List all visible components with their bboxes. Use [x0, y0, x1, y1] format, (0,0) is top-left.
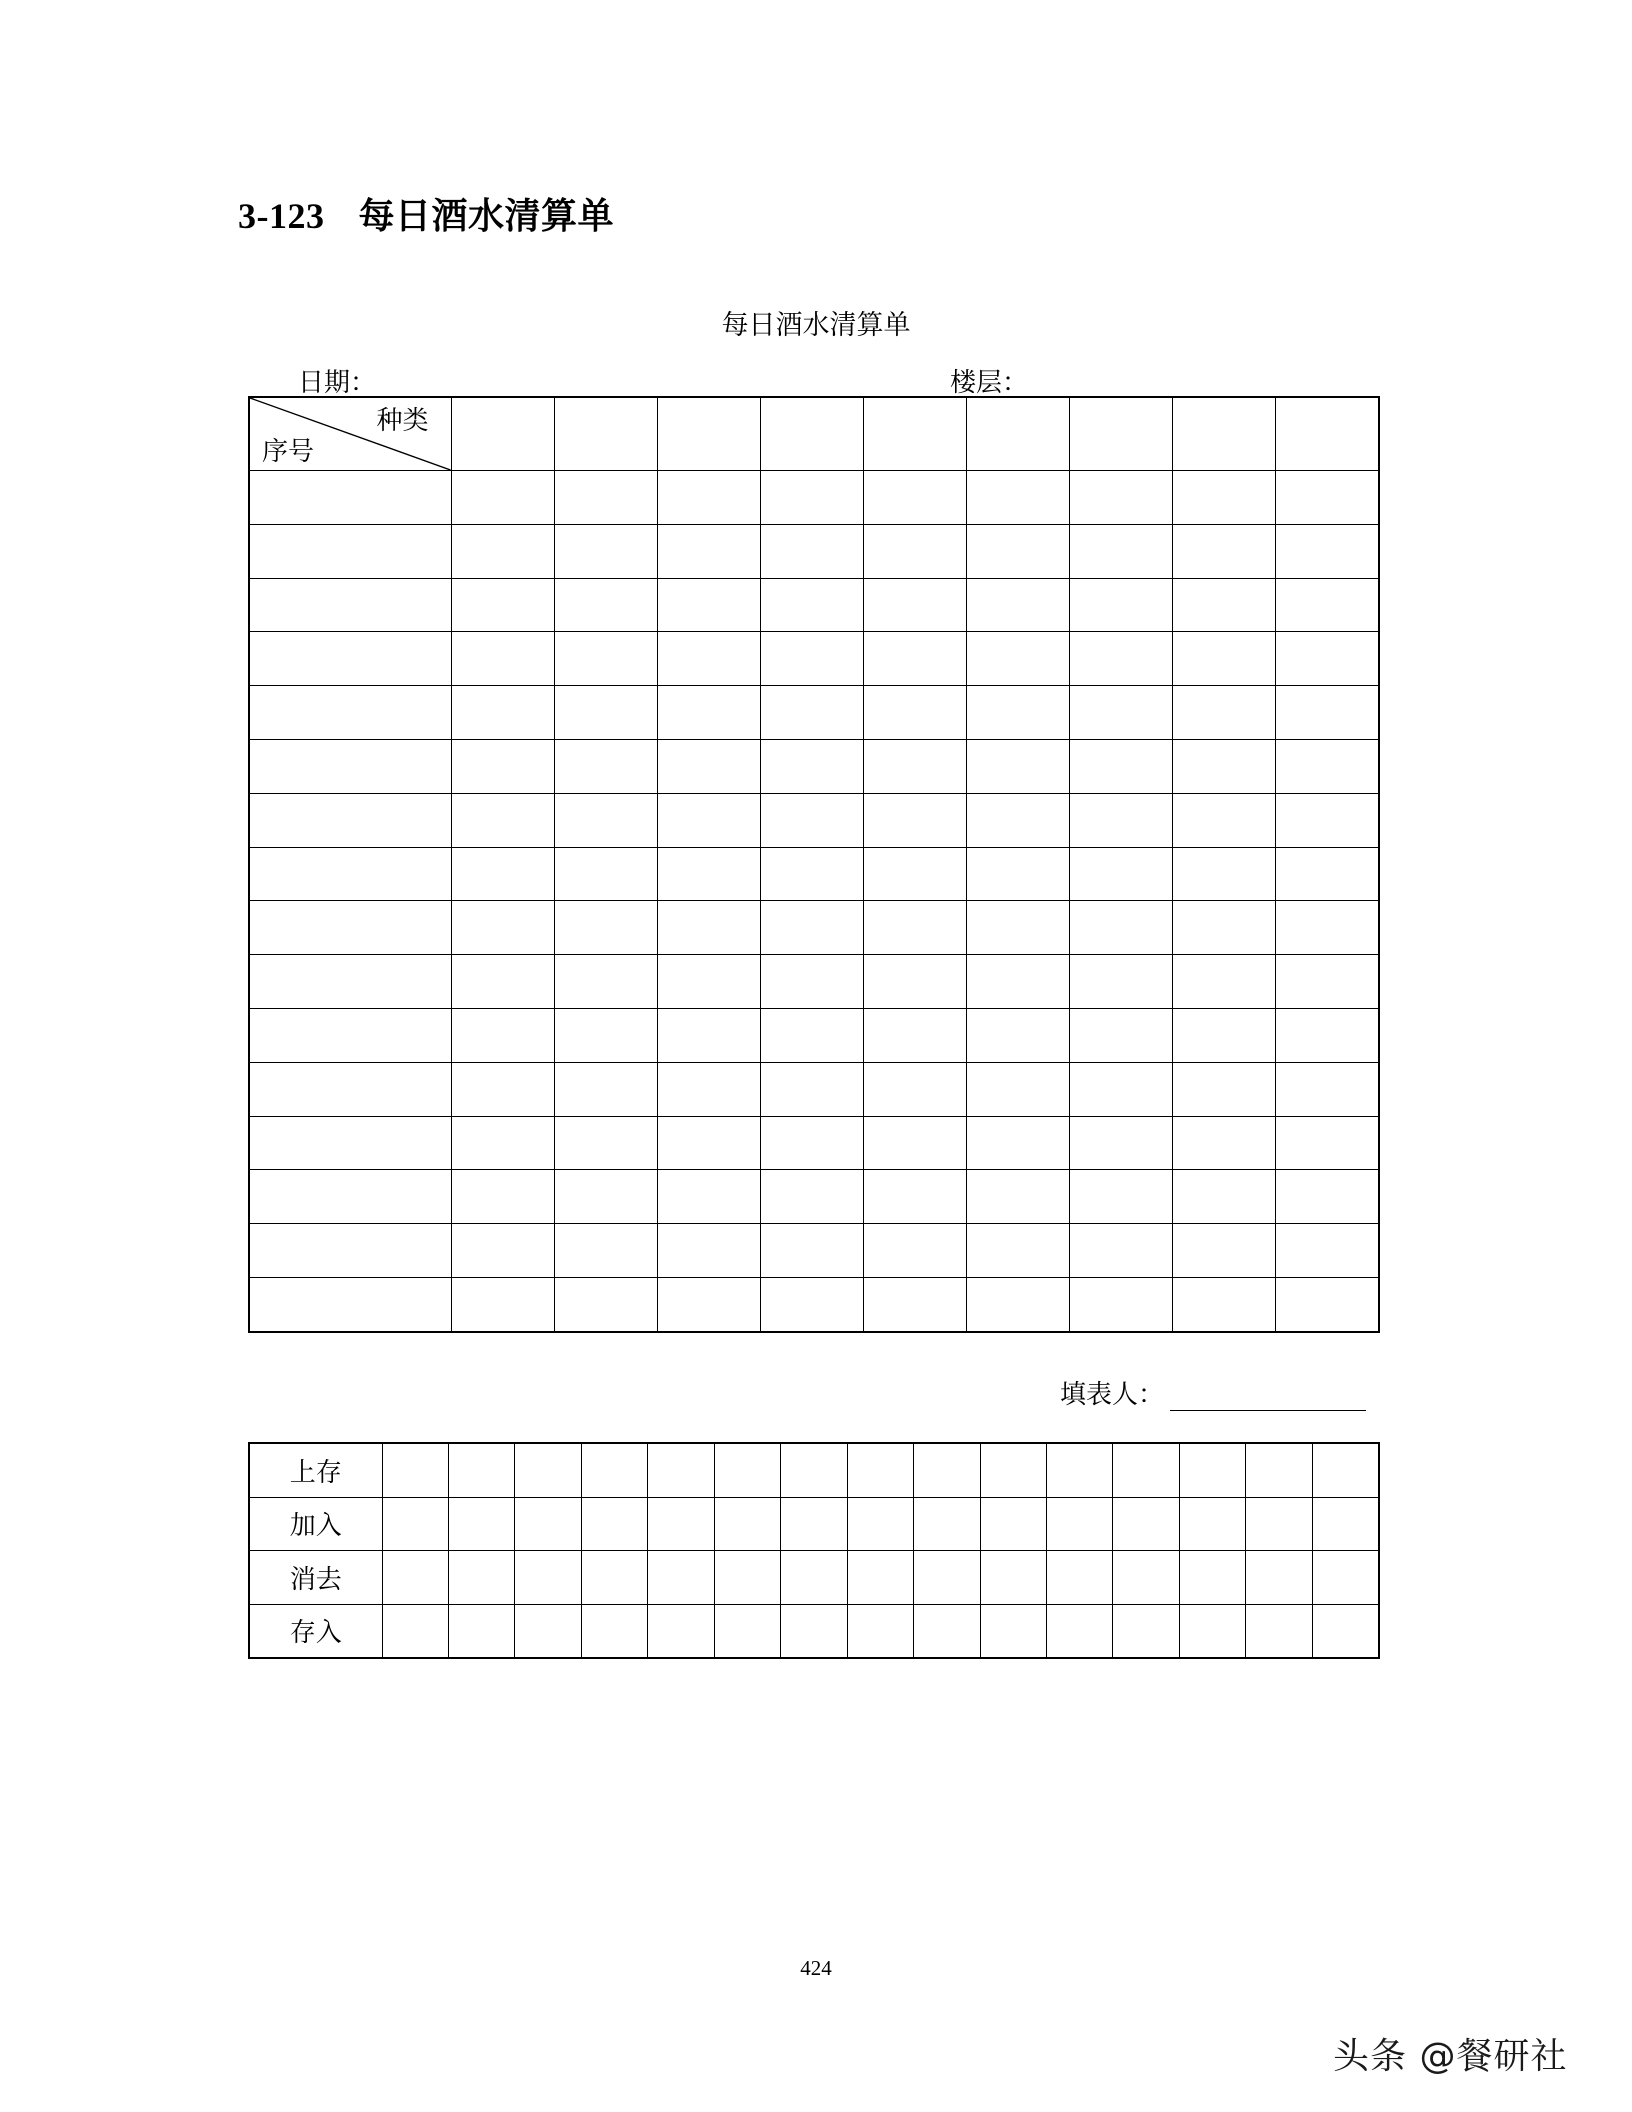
summary-cell[interactable]	[980, 1604, 1046, 1658]
table-row	[249, 901, 1379, 955]
serial-cell[interactable]	[249, 1116, 451, 1170]
summary-cell[interactable]	[1246, 1497, 1312, 1551]
category-header-cell[interactable]	[760, 397, 863, 471]
entry-cell[interactable]	[967, 632, 1070, 686]
entry-cell[interactable]	[1070, 524, 1173, 578]
summary-cell[interactable]	[1179, 1443, 1245, 1497]
summary-cell[interactable]	[847, 1551, 913, 1605]
table-row	[249, 1277, 1379, 1331]
summary-cell[interactable]	[1312, 1551, 1378, 1605]
serial-cell[interactable]	[249, 471, 451, 525]
summary-cell[interactable]	[714, 1551, 780, 1605]
entry-cell[interactable]	[967, 1170, 1070, 1224]
filler-blank-line	[1170, 1384, 1366, 1411]
summary-row	[249, 1497, 1379, 1551]
summary-cell[interactable]	[1246, 1604, 1312, 1658]
entry-cell[interactable]	[1070, 847, 1173, 901]
entry-cell[interactable]	[760, 901, 863, 955]
entry-cell[interactable]	[1070, 955, 1173, 1009]
entry-cell[interactable]	[451, 1116, 554, 1170]
entry-cell[interactable]	[451, 1008, 554, 1062]
entry-cell[interactable]	[1070, 739, 1173, 793]
entry-cell[interactable]	[657, 1008, 760, 1062]
entry-cell[interactable]	[760, 847, 863, 901]
entry-cell[interactable]	[554, 1062, 657, 1116]
summary-cell[interactable]	[1246, 1551, 1312, 1605]
summary-cell[interactable]	[1246, 1443, 1312, 1497]
summary-row-label: 消去	[249, 1551, 382, 1605]
entry-cell[interactable]	[554, 901, 657, 955]
entry-cell[interactable]	[451, 686, 554, 740]
entry-cell[interactable]	[1173, 578, 1276, 632]
summary-cell[interactable]	[581, 1497, 647, 1551]
entry-cell[interactable]	[760, 686, 863, 740]
entry-cell[interactable]	[1276, 739, 1379, 793]
summary-cell[interactable]	[1113, 1497, 1179, 1551]
entry-cell[interactable]	[554, 471, 657, 525]
entry-cell[interactable]	[967, 1062, 1070, 1116]
summary-cell[interactable]	[914, 1443, 980, 1497]
date-label: 日期：	[298, 368, 377, 398]
entry-cell[interactable]	[760, 578, 863, 632]
entry-cell[interactable]	[554, 1277, 657, 1331]
summary-cell[interactable]	[914, 1497, 980, 1551]
entry-cell[interactable]	[554, 578, 657, 632]
entry-cell[interactable]	[760, 1062, 863, 1116]
summary-cell[interactable]	[581, 1443, 647, 1497]
summary-cell[interactable]	[914, 1604, 980, 1658]
serial-cell[interactable]	[249, 1062, 451, 1116]
entry-cell[interactable]	[1070, 1277, 1173, 1331]
entry-cell[interactable]	[657, 847, 760, 901]
summary-row-label: 上存	[249, 1443, 382, 1497]
entry-cell[interactable]	[451, 1062, 554, 1116]
summary-cell[interactable]	[847, 1604, 913, 1658]
serial-cell[interactable]	[249, 901, 451, 955]
entry-cell[interactable]	[1276, 686, 1379, 740]
entry-cell[interactable]	[967, 793, 1070, 847]
summary-cell[interactable]	[1113, 1443, 1179, 1497]
entry-cell[interactable]	[967, 471, 1070, 525]
summary-cell[interactable]	[648, 1443, 714, 1497]
entry-cell[interactable]	[760, 739, 863, 793]
entry-cell[interactable]	[451, 1170, 554, 1224]
entry-cell[interactable]	[657, 632, 760, 686]
entry-cell[interactable]	[863, 1170, 966, 1224]
entry-cell[interactable]	[967, 847, 1070, 901]
summary-cell[interactable]	[515, 1551, 581, 1605]
entry-cell[interactable]	[451, 901, 554, 955]
table-row	[249, 686, 1379, 740]
entry-cell[interactable]	[657, 471, 760, 525]
table-row	[249, 1062, 1379, 1116]
entry-cell[interactable]	[657, 1170, 760, 1224]
summary-cell[interactable]	[847, 1443, 913, 1497]
entry-cell[interactable]	[863, 901, 966, 955]
summary-cell[interactable]	[1047, 1443, 1113, 1497]
category-header-cell[interactable]	[1070, 397, 1173, 471]
entry-cell[interactable]	[1276, 955, 1379, 1009]
entry-cell[interactable]	[863, 578, 966, 632]
summary-cell[interactable]	[1179, 1604, 1245, 1658]
entry-cell[interactable]	[1070, 793, 1173, 847]
summary-cell[interactable]	[781, 1604, 847, 1658]
table-row	[249, 632, 1379, 686]
summary-cell[interactable]	[581, 1604, 647, 1658]
summary-cell[interactable]	[980, 1497, 1046, 1551]
entry-cell[interactable]	[1276, 901, 1379, 955]
entry-cell[interactable]	[554, 1116, 657, 1170]
summary-cell[interactable]	[581, 1551, 647, 1605]
entry-cell[interactable]	[1276, 1224, 1379, 1278]
entry-cell[interactable]	[451, 955, 554, 1009]
serial-cell[interactable]	[249, 1008, 451, 1062]
summary-cell[interactable]	[515, 1497, 581, 1551]
entry-cell[interactable]	[1173, 1116, 1276, 1170]
entry-cell[interactable]	[967, 686, 1070, 740]
summary-cell[interactable]	[382, 1604, 448, 1658]
entry-cell[interactable]	[1276, 1008, 1379, 1062]
entry-cell[interactable]	[1173, 793, 1276, 847]
summary-cell[interactable]	[648, 1551, 714, 1605]
category-header-label: 种类	[376, 406, 429, 436]
summary-cell[interactable]	[648, 1604, 714, 1658]
summary-row-label: 存入	[249, 1604, 382, 1658]
summary-cell[interactable]	[448, 1497, 514, 1551]
entry-cell[interactable]	[554, 955, 657, 1009]
serial-cell[interactable]	[249, 1170, 451, 1224]
entry-cell[interactable]	[451, 847, 554, 901]
table-row	[249, 1224, 1379, 1278]
entry-cell[interactable]	[967, 1224, 1070, 1278]
entry-cell[interactable]	[760, 1224, 863, 1278]
entry-cell[interactable]	[1070, 1116, 1173, 1170]
summary-cell[interactable]	[714, 1443, 780, 1497]
summary-cell[interactable]	[714, 1497, 780, 1551]
entry-cell[interactable]	[967, 955, 1070, 1009]
entry-cell[interactable]	[863, 1008, 966, 1062]
entry-cell[interactable]	[451, 739, 554, 793]
serial-header-label: 序号	[262, 437, 315, 467]
category-header-cell[interactable]	[1173, 397, 1276, 471]
filler-label: 填表人：	[1060, 1380, 1165, 1410]
section-number: 3-123	[238, 196, 325, 236]
table-row	[249, 793, 1379, 847]
table-row	[249, 739, 1379, 793]
summary-cell[interactable]	[781, 1551, 847, 1605]
summary-cell[interactable]	[781, 1497, 847, 1551]
entry-cell[interactable]	[1070, 901, 1173, 955]
entry-cell[interactable]	[967, 1008, 1070, 1062]
entry-cell[interactable]	[863, 793, 966, 847]
entry-cell[interactable]	[1173, 524, 1276, 578]
entry-cell[interactable]	[657, 901, 760, 955]
table-row	[249, 955, 1379, 1009]
entry-cell[interactable]	[554, 686, 657, 740]
entry-cell[interactable]	[863, 1277, 966, 1331]
entry-cell[interactable]	[1070, 686, 1173, 740]
entry-cell[interactable]	[967, 1277, 1070, 1331]
entry-cell[interactable]	[1173, 632, 1276, 686]
summary-cell[interactable]	[1113, 1551, 1179, 1605]
entry-cell[interactable]	[1276, 1116, 1379, 1170]
entry-cell[interactable]	[554, 847, 657, 901]
page-number: 424	[800, 1956, 832, 1980]
stock-summary-table	[248, 1442, 1380, 1659]
entry-cell[interactable]	[1173, 1008, 1276, 1062]
summary-cell[interactable]	[980, 1443, 1046, 1497]
entry-cell[interactable]	[1173, 471, 1276, 525]
summary-row	[249, 1551, 1379, 1605]
summary-cell[interactable]	[1179, 1551, 1245, 1605]
entry-cell[interactable]	[1173, 739, 1276, 793]
summary-cell[interactable]	[1312, 1497, 1378, 1551]
entry-cell[interactable]	[657, 1224, 760, 1278]
entry-cell[interactable]	[760, 471, 863, 525]
summary-row	[249, 1443, 1379, 1497]
summary-cell[interactable]	[714, 1604, 780, 1658]
summary-cell[interactable]	[1312, 1443, 1378, 1497]
summary-cell[interactable]	[847, 1497, 913, 1551]
entry-cell[interactable]	[1173, 955, 1276, 1009]
filler-signature	[1060, 1374, 1366, 1411]
serial-cell[interactable]	[249, 524, 451, 578]
entry-cell[interactable]	[657, 578, 760, 632]
entry-cell[interactable]	[451, 524, 554, 578]
entry-cell[interactable]	[657, 1116, 760, 1170]
entry-cell[interactable]	[863, 1116, 966, 1170]
entry-cell[interactable]	[760, 1008, 863, 1062]
entry-cell[interactable]	[1276, 632, 1379, 686]
entry-cell[interactable]	[1070, 1062, 1173, 1116]
section-heading	[238, 188, 614, 239]
entry-cell[interactable]	[863, 1224, 966, 1278]
serial-cell[interactable]	[249, 632, 451, 686]
entry-cell[interactable]	[451, 1224, 554, 1278]
serial-cell[interactable]	[249, 793, 451, 847]
entry-cell[interactable]	[1173, 1062, 1276, 1116]
table-row	[249, 471, 1379, 525]
serial-cell[interactable]	[249, 955, 451, 1009]
entry-cell[interactable]	[1070, 1008, 1173, 1062]
category-header-cell[interactable]	[1276, 397, 1379, 471]
entry-cell[interactable]	[760, 524, 863, 578]
entry-cell[interactable]	[1070, 471, 1173, 525]
diagonal-header-cell	[249, 397, 451, 471]
summary-cell[interactable]	[448, 1604, 514, 1658]
table-row	[249, 1008, 1379, 1062]
entry-cell[interactable]	[1070, 1224, 1173, 1278]
summary-cell[interactable]	[1179, 1497, 1245, 1551]
entry-cell[interactable]	[451, 1277, 554, 1331]
serial-cell[interactable]	[249, 739, 451, 793]
entry-cell[interactable]	[863, 524, 966, 578]
entry-cell[interactable]	[967, 739, 1070, 793]
entry-cell[interactable]	[451, 578, 554, 632]
table-row	[249, 847, 1379, 901]
header-row	[249, 397, 1379, 471]
entry-cell[interactable]	[863, 1062, 966, 1116]
entry-cell[interactable]	[863, 632, 966, 686]
entry-cell[interactable]	[1276, 1277, 1379, 1331]
summary-cell[interactable]	[448, 1551, 514, 1605]
entry-cell[interactable]	[863, 955, 966, 1009]
entry-cell[interactable]	[554, 524, 657, 578]
serial-cell[interactable]	[249, 1277, 451, 1331]
table-row	[249, 1170, 1379, 1224]
entry-cell[interactable]	[760, 632, 863, 686]
entry-cell[interactable]	[554, 1008, 657, 1062]
table-row	[249, 578, 1379, 632]
serial-cell[interactable]	[249, 1224, 451, 1278]
entry-cell[interactable]	[1070, 632, 1173, 686]
entry-cell[interactable]	[760, 1116, 863, 1170]
entry-cell[interactable]	[657, 686, 760, 740]
entry-cell[interactable]	[1276, 524, 1379, 578]
form-title: 每日酒水清算单	[721, 310, 911, 341]
summary-cell[interactable]	[1047, 1497, 1113, 1551]
entry-cell[interactable]	[967, 901, 1070, 955]
entry-cell[interactable]	[1070, 1170, 1173, 1224]
entry-cell[interactable]	[967, 578, 1070, 632]
entry-cell[interactable]	[967, 524, 1070, 578]
table-row	[249, 1116, 1379, 1170]
floor-label: 楼层：	[950, 368, 1029, 398]
entry-cell[interactable]	[1173, 686, 1276, 740]
entry-cell[interactable]	[1276, 578, 1379, 632]
entry-cell[interactable]	[657, 739, 760, 793]
entry-cell[interactable]	[760, 955, 863, 1009]
category-header-cell[interactable]	[967, 397, 1070, 471]
entry-cell[interactable]	[554, 793, 657, 847]
entry-cell[interactable]	[657, 524, 760, 578]
entry-cell[interactable]	[760, 1170, 863, 1224]
entry-cell[interactable]	[451, 632, 554, 686]
summary-cell[interactable]	[980, 1551, 1046, 1605]
summary-cell[interactable]	[781, 1443, 847, 1497]
entry-cell[interactable]	[554, 632, 657, 686]
entry-cell[interactable]	[554, 739, 657, 793]
entry-cell[interactable]	[967, 1116, 1070, 1170]
entry-cell[interactable]	[657, 1277, 760, 1331]
entry-cell[interactable]	[451, 471, 554, 525]
summary-cell[interactable]	[515, 1443, 581, 1497]
entry-cell[interactable]	[657, 793, 760, 847]
entry-cell[interactable]	[1276, 1062, 1379, 1116]
summary-cell[interactable]	[1047, 1551, 1113, 1605]
entry-cell[interactable]	[657, 1062, 760, 1116]
beverage-ledger-table	[248, 396, 1380, 1333]
entry-cell[interactable]	[760, 1277, 863, 1331]
entry-cell[interactable]	[1070, 578, 1173, 632]
table-row	[249, 524, 1379, 578]
entry-cell[interactable]	[1173, 1224, 1276, 1278]
entry-cell[interactable]	[657, 955, 760, 1009]
summary-cell[interactable]	[515, 1604, 581, 1658]
entry-cell[interactable]	[1173, 847, 1276, 901]
summary-row	[249, 1604, 1379, 1658]
summary-cell[interactable]	[382, 1497, 448, 1551]
category-header-cell[interactable]	[451, 397, 554, 471]
summary-row-label: 加入	[249, 1497, 382, 1551]
entry-cell[interactable]	[451, 793, 554, 847]
entry-cell[interactable]	[1173, 901, 1276, 955]
section-title: 每日酒水清算单	[358, 195, 615, 237]
summary-cell[interactable]	[914, 1551, 980, 1605]
entry-cell[interactable]	[760, 793, 863, 847]
entry-cell[interactable]	[863, 471, 966, 525]
summary-cell[interactable]	[448, 1443, 514, 1497]
serial-cell[interactable]	[249, 578, 451, 632]
entry-cell[interactable]	[863, 686, 966, 740]
category-header-cell[interactable]	[863, 397, 966, 471]
summary-cell[interactable]	[1312, 1604, 1378, 1658]
entry-cell[interactable]	[1276, 847, 1379, 901]
entry-cell[interactable]	[863, 739, 966, 793]
summary-cell[interactable]	[1047, 1604, 1113, 1658]
summary-cell[interactable]	[382, 1551, 448, 1605]
entry-cell[interactable]	[554, 1170, 657, 1224]
category-header-cell[interactable]	[657, 397, 760, 471]
entry-cell[interactable]	[1276, 1170, 1379, 1224]
entry-cell[interactable]	[1276, 793, 1379, 847]
summary-cell[interactable]	[1113, 1604, 1179, 1658]
serial-cell[interactable]	[249, 686, 451, 740]
summary-cell[interactable]	[382, 1443, 448, 1497]
serial-cell[interactable]	[249, 847, 451, 901]
entry-cell[interactable]	[1173, 1277, 1276, 1331]
entry-cell[interactable]	[1276, 471, 1379, 525]
summary-cell[interactable]	[648, 1497, 714, 1551]
entry-cell[interactable]	[554, 1224, 657, 1278]
watermark: 头条 @餐研社	[1333, 2036, 1568, 2077]
entry-cell[interactable]	[863, 847, 966, 901]
entry-cell[interactable]	[1173, 1170, 1276, 1224]
category-header-cell[interactable]	[554, 397, 657, 471]
